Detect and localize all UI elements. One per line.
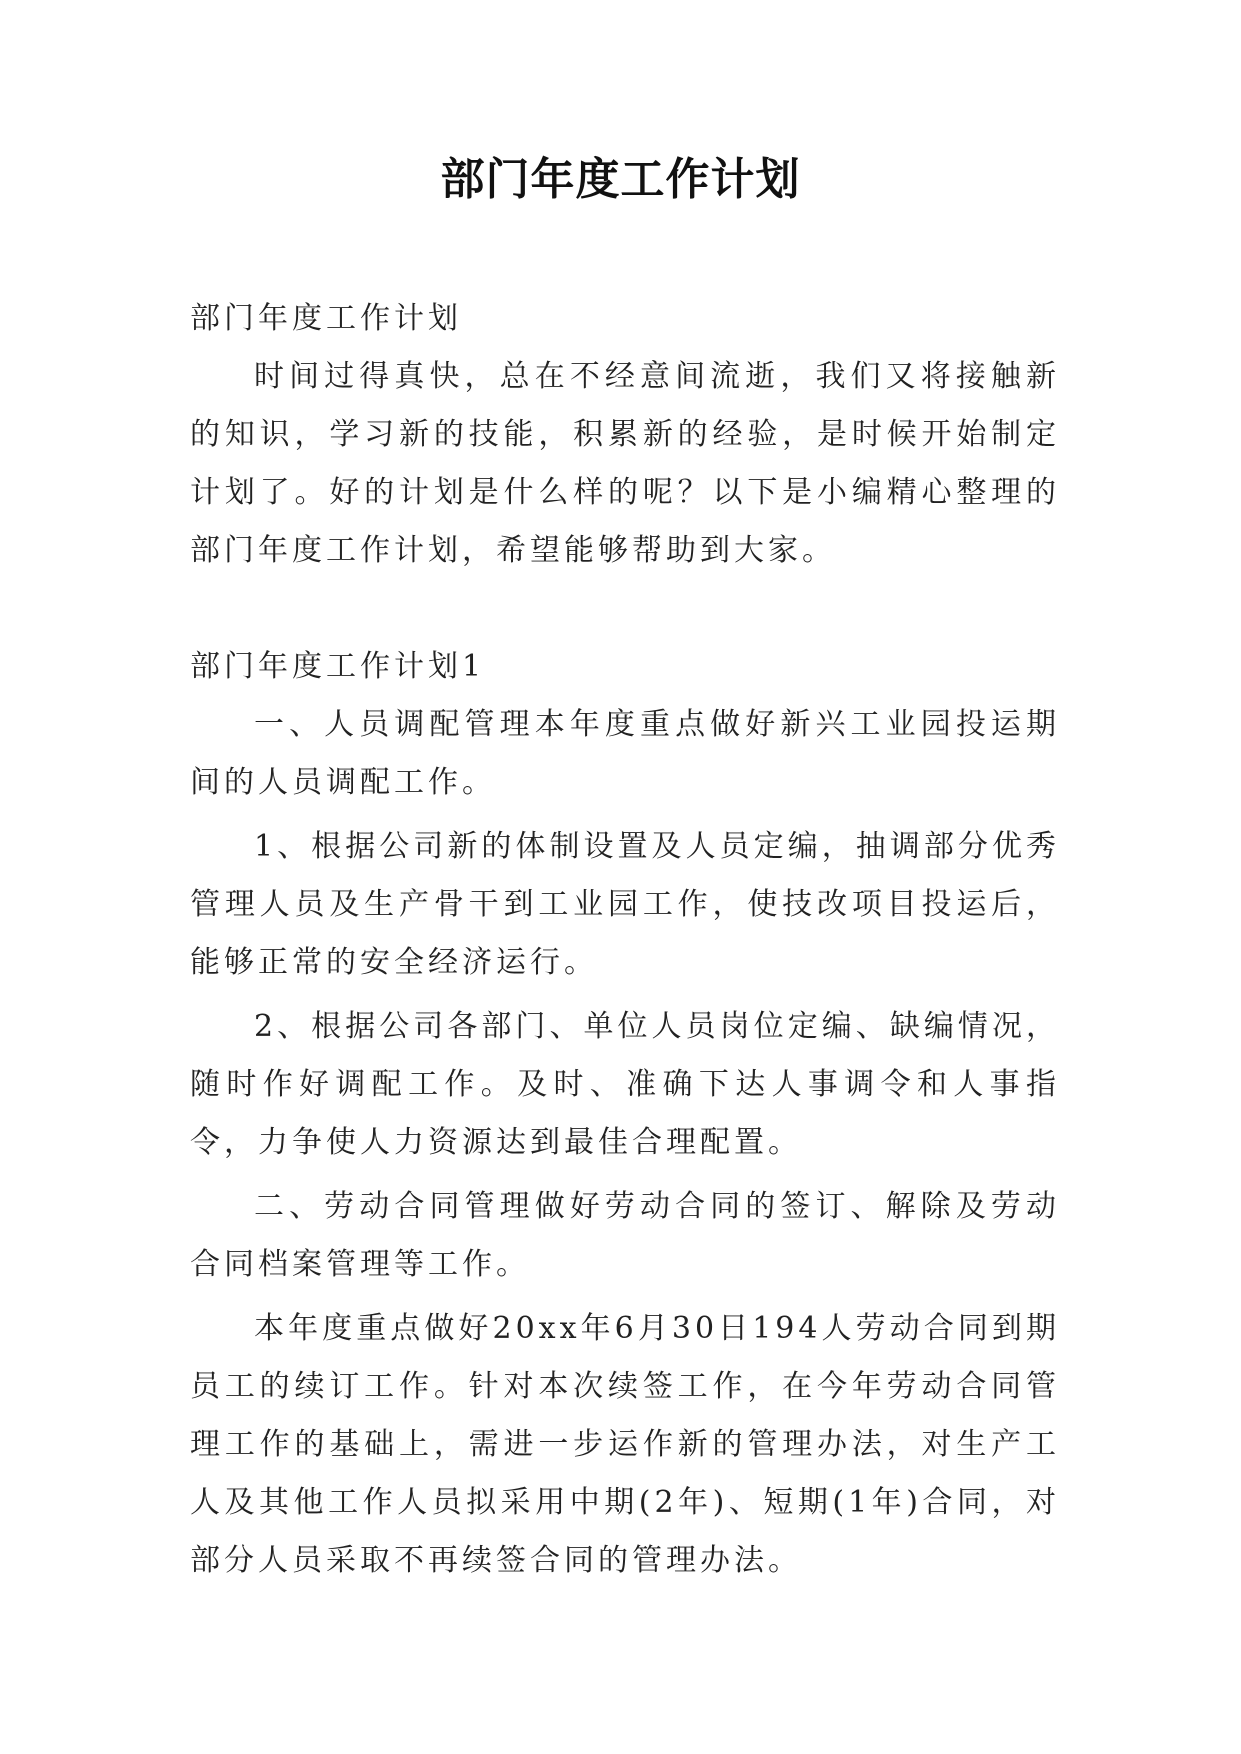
body-paragraph: 二、劳动合同管理做好劳动合同的签订、解除及劳动合同档案管理等工作。: [190, 1189, 1060, 1282]
body-paragraph: 2、根据公司各部门、单位人员岗位定编、缺编情况，随时作好调配工作。及时、准确下达人事调令和人事指令，力争使人力资源达到最佳合理配置。: [190, 1009, 1060, 1160]
intro-paragraph: 时间过得真快，总在不经意间流逝，我们又将接触新的知识，学习新的技能，积累新的经验，是时候开始制定计划了。好的计划是什么样的呢？以下是小编精心整理的部门年度工作计划，希望能够帮助到大家。: [190, 359, 1060, 568]
document-body: [190, 290, 1060, 1590]
section-heading: 部门年度工作计划1: [190, 649, 486, 684]
document-subtitle: 部门年度工作计划: [190, 301, 462, 336]
body-paragraph: 1、根据公司新的体制设置及人员定编，抽调部分优秀管理人员及生产骨干到工业园工作，使技改项目投运后，能够正常的安全经济运行。: [190, 829, 1060, 980]
document-title: 部门年度工作计划: [440, 154, 801, 205]
body-paragraph: 一、人员调配管理本年度重点做好新兴工业园投运期间的人员调配工作。: [190, 707, 1060, 800]
body-paragraph: 本年度重点做好20xx年6月30日194人劳动合同到期员工的续订工作。针对本次续签工作，在今年劳动合同管理工作的基础上，需进一步运作新的管理办法，对生产工人及其他工作人员拟采用中期(2年)、短期(1年)合同，对部分人员采取不再续签合同的管理办法。: [190, 1311, 1060, 1578]
